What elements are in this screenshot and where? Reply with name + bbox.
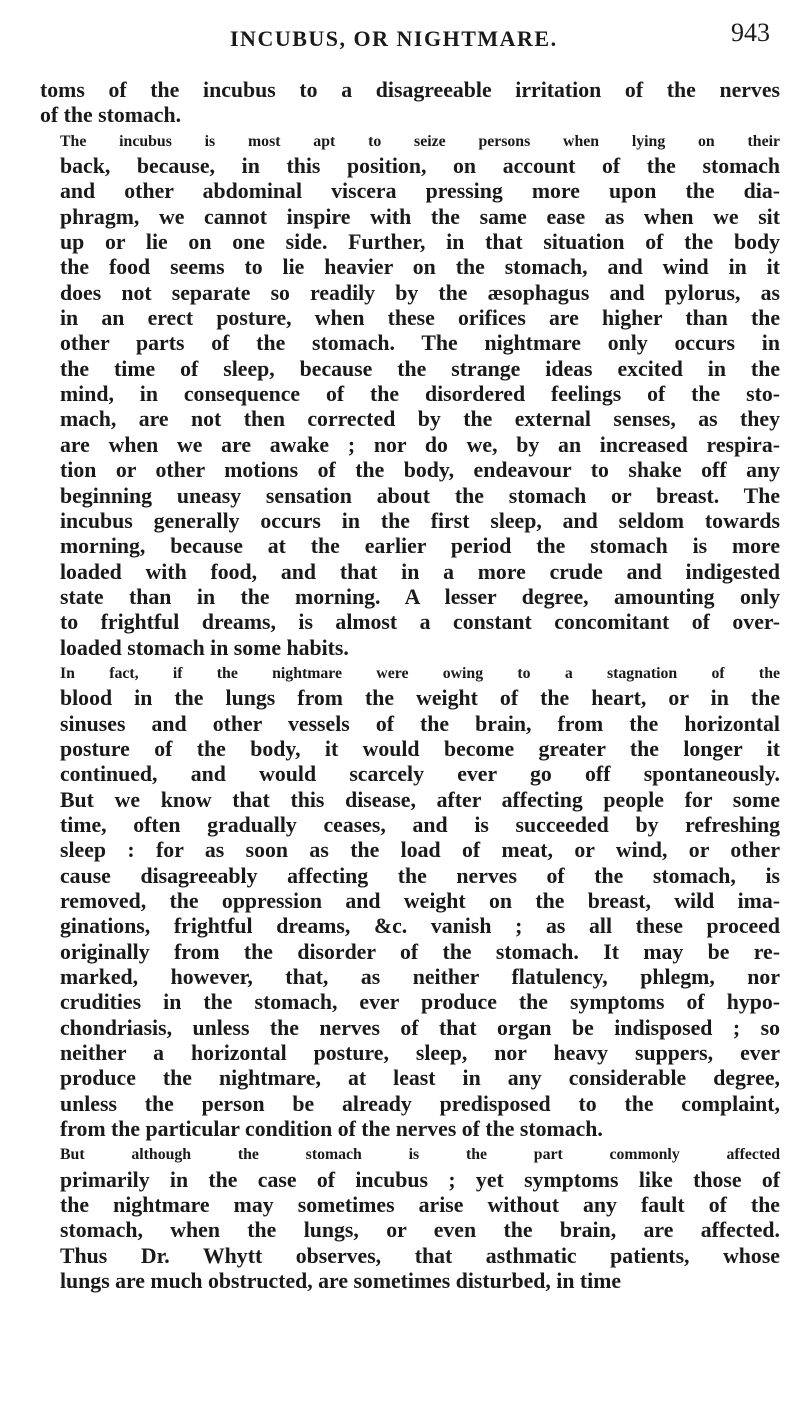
text-line: cause disagreeably affecting the nerves of the stomach, is [60,863,780,888]
text-line: continued, and would scarcely ever go off spontaneously. [60,762,780,787]
text-line: the nightmare may sometimes arise without any fault of the [60,1193,780,1218]
text-line: does not separate so readily by the æsophagus and pylorus, as [60,280,780,305]
text-line: chondriasis, unless the nerves of that organ be indisposed ; so [60,1015,780,1040]
text-line: originally from the disorder of the stomach. It may be re- [60,939,780,964]
text-line: crudities in the stomach, ever produce the symptoms of hypo- [60,990,780,1015]
text-line: loaded with food, and that in a more crude and indigested [60,559,780,584]
text-line: mach, are not then corrected by the external senses, as they [60,407,780,432]
text-line: In fact, if the nightmare were owing to a stagnation of the [60,664,780,682]
paragraph [40,661,780,1143]
paragraph [40,1142,780,1294]
text-line: time, often gradually ceases, and is succeeded by refreshing [60,812,780,837]
text-line: mind, in consequence of the disordered feelings of the sto- [60,382,780,407]
text-line: and other abdominal viscera pressing more upon the dia- [60,179,780,204]
text-line: toms of the incubus to a disagreeable irritation of the nerves [40,78,780,102]
text-line: tion or other motions of the body, endeavour to shake off any [60,458,780,483]
text-line: ginations, frightful dreams, &c. vanish ; as all these proceed [60,914,780,939]
text-line: But although the stomach is the part commonly affected [60,1146,780,1164]
text-line: of the stomach. [40,103,182,128]
body-text [40,78,780,1295]
text-line: to frightful dreams, is almost a constant concomitant of over- [60,610,780,635]
text-line: state than in the morning. A lesser degree, amounting only [60,584,780,609]
text-line: lungs are much obstructed, are sometimes disturbed, in time [60,1269,622,1294]
paragraph [40,78,780,129]
text-line: marked, however, that, as neither flatulency, phlegm, nor [60,965,780,990]
running-head: INCUBUS, OR NIGHTMARE. [230,26,558,51]
text-line: back, because, in this position, on account of the stomach [60,154,780,179]
text-line: from the particular condition of the nerves of the stomach. [60,1117,603,1142]
text-line: produce the nightmare, at least in any considerable degree, [60,1066,780,1091]
text-line: are when we are awake ; nor do we, by an increased respira- [60,432,780,457]
text-line: removed, the oppression and weight on the breast, wild ima- [60,889,780,913]
paragraph [40,129,780,661]
text-line: in an erect posture, when these orifices are higher than the [60,306,780,331]
text-line: sleep : for as soon as the load of meat, or wind, or other [60,838,780,863]
text-line: phragm, we cannot inspire with the same ease as when we sit [60,204,780,229]
text-line: The incubus is most apt to seize persons when lying on their [60,132,780,150]
text-line: up or lie on one side. Further, in that situation of the body [60,230,780,255]
text-line: But we know that this disease, after affecting people for some [60,787,780,812]
text-line: primarily in the case of incubus ; yet symptoms like those of [60,1167,780,1192]
text-line: Thus Dr. Whytt observes, that asthmatic patients, whose [60,1243,780,1268]
text-line: blood in the lungs from the weight of the heart, or in the [60,686,780,711]
text-line: incubus generally occurs in the first sleep, and seldom towards [60,508,780,533]
text-line: loaded stomach in some habits. [60,635,349,660]
text-line: neither a horizontal posture, sleep, nor heavy suppers, ever [60,1041,780,1066]
text-line: unless the person be already predisposed to the complaint, [60,1091,780,1116]
text-line: beginning uneasy sensation about the stomach or breast. The [60,483,780,508]
text-line: other parts of the stomach. The nightmare only occurs in [60,331,780,356]
page-number: 943 [731,18,770,47]
text-line: the food seems to lie heavier on the stomach, and wind in it [60,255,780,280]
text-line: sinuses and other vessels of the brain, from the horizontal [60,711,780,736]
text-line: morning, because at the earlier period the stomach is more [60,534,780,559]
text-line: stomach, when the lungs, or even the brain, are affected. [60,1218,780,1243]
text-line: the time of sleep, because the strange ideas excited in the [60,356,780,381]
text-line: posture of the body, it would become greater the longer it [60,736,780,761]
